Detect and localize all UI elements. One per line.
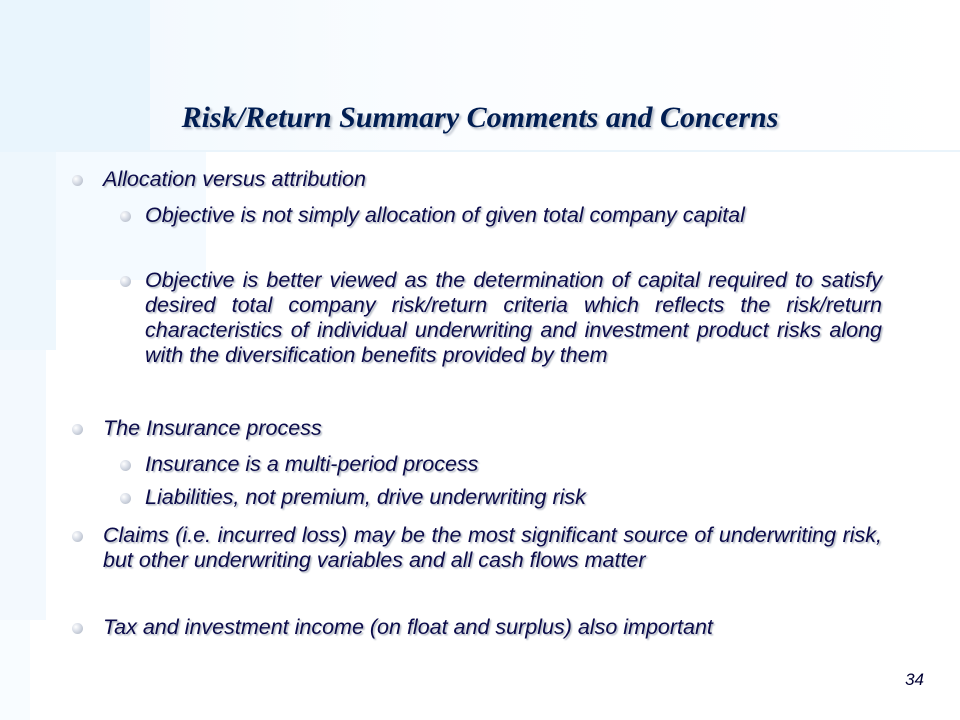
list-item-text: Objective is not simply allocation of given total company capital <box>145 203 745 227</box>
page-number: 34 <box>905 670 924 689</box>
bullet-icon <box>120 493 131 504</box>
slide-title: Risk/Return Summary Comments and Concerns <box>181 101 779 134</box>
list-item-text: Tax and investment income (on float and surplus) also important <box>103 615 713 639</box>
bullet-icon <box>72 175 83 186</box>
list-item <box>145 203 882 228</box>
list-item <box>145 485 882 510</box>
bullet-icon <box>120 276 131 287</box>
list-item <box>103 615 882 640</box>
bullet-icon <box>72 424 83 435</box>
bullet-icon <box>120 460 131 471</box>
list-item-text: The Insurance process <box>103 416 322 440</box>
bullet-icon <box>72 531 83 542</box>
list-item <box>103 523 882 573</box>
list-item <box>103 167 882 192</box>
list-item-text: Insurance is a multi-period process <box>145 452 479 476</box>
list-item-text: Allocation versus attribution <box>103 167 366 191</box>
list-item <box>103 416 882 441</box>
bullet-icon <box>120 211 131 222</box>
list-item-text: Objective is better viewed as the determination of capital required to satisfy desired total company risk/return criteria which reflects the risk/return characteristics of individual underwriting and investment product risks along with the diversification benefits provided by them <box>145 268 882 367</box>
list-item <box>145 452 882 477</box>
list-item-text: Liabilities, not premium, drive underwriting risk <box>145 485 586 509</box>
bullet-icon <box>72 623 83 634</box>
list-item <box>145 268 882 368</box>
list-item-text: Claims (i.e. incurred loss) may be the most significant source of underwriting risk, but other underwriting variables and all cash flows matter <box>103 523 882 572</box>
